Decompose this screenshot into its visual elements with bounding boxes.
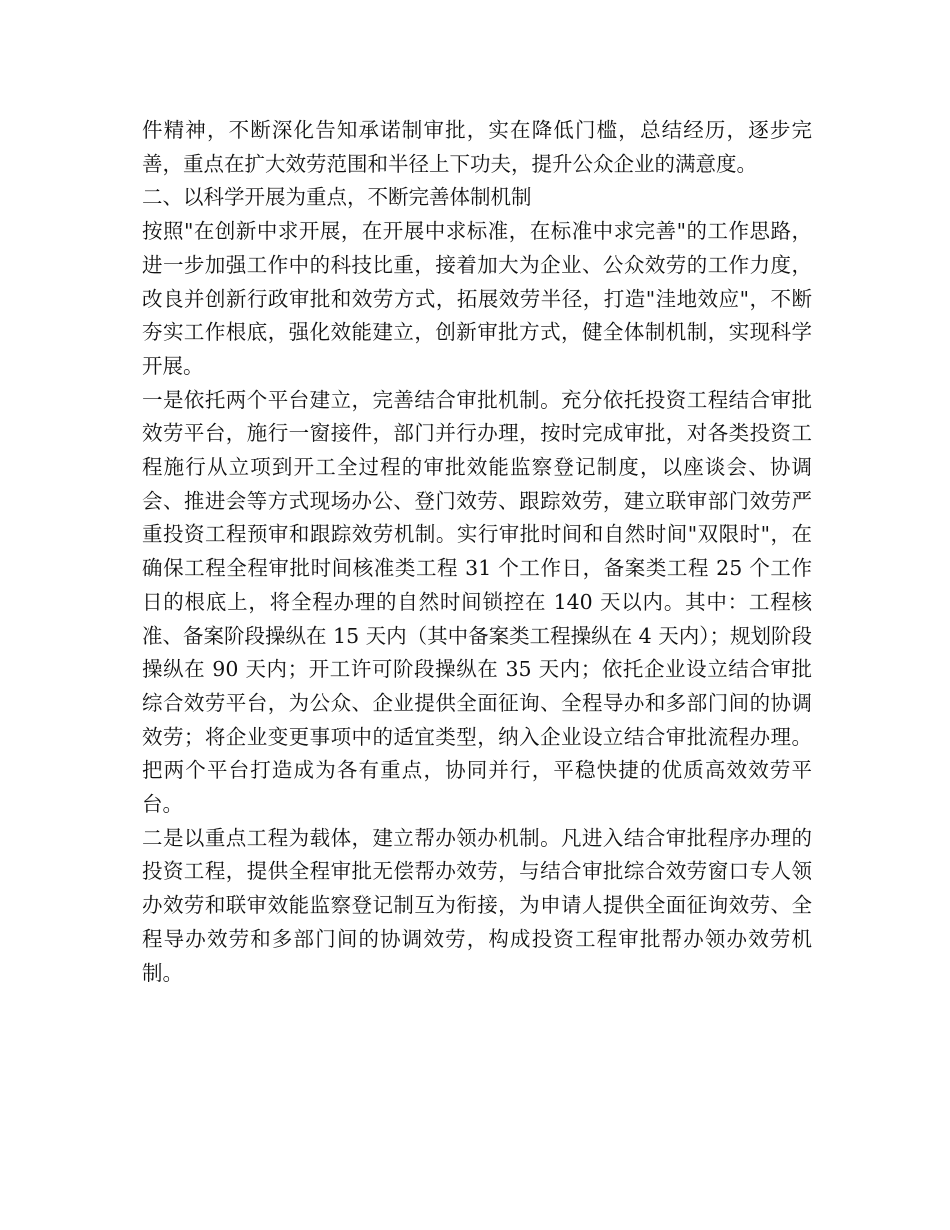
paragraph-continuation: 件精神，不断深化告知承诺制审批，实在降低门槛，总结经历，逐步完善，重点在扩大效劳范围和半径上下功夫，提升公众企业的满意度。 — [142, 118, 812, 176]
document-body — [142, 114, 812, 990]
paragraph-intro: 按照"在创新中求开展，在开展中求标准，在标准中求完善"的工作思路，进一步加强工作中的科技比重，接着加大为企业、公众效劳的工作力度，改良并创新行政审批和效劳方式，拓展效劳半径，打造"洼地效应"，不断夯实工作根底，强化效能建立，创新审批方式，健全体制机制，实现科学开展。 — [142, 219, 812, 378]
paragraph-point-two: 二是以重点工程为载体，建立帮办领办机制。凡进入结合审批程序办理的投资工程，提供全程审批无偿帮办效劳，与结合审批综合效劳窗口专人领办效劳和联审效能监察登记制互为衔接，为申请人提供全面征询效劳、全程导办效劳和多部门间的协调效劳，构成投资工程审批帮办领办效劳机制。 — [142, 825, 812, 985]
paragraph-point-one: 一是依托两个平台建立，完善结合审批机制。充分依托投资工程结合审批效劳平台，施行一窗接件，部门并行办理，按时完成审批，对各类投资工程施行从立项到开工全过程的审批效能监察登记制度，以座谈会、协调会、推进会等方式现场办公、登门效劳、跟踪效劳，建立联审部门效劳严重投资工程预审和跟踪效劳机制。实行审批时间和自然时间"双限时"，在确保工程全程审批时间核准类工程 31 个工作日，备案类工程 25 个工作日的根底上，将全程办理的自然时间锁控在 140 天以内。其中：工程核准、备案阶段操纵在 15 天内（其中备案类工程操纵在 4 天内）；规划阶段操纵在 90 天内；开工许可阶段操纵在 35 天内；依托企业设立结合审批综合效劳平台，为公众、企业提供全面征询、全程导办和多部门间的协调效劳；将企业变更事项中的适宜类型，纳入企业设立结合审批流程办理。把两个平台打造成为各有重点，协同并行，平稳快捷的优质高效效劳平台。 — [142, 387, 812, 817]
section-heading: 二、以科学开展为重点，不断完善体制机制 — [142, 185, 532, 210]
